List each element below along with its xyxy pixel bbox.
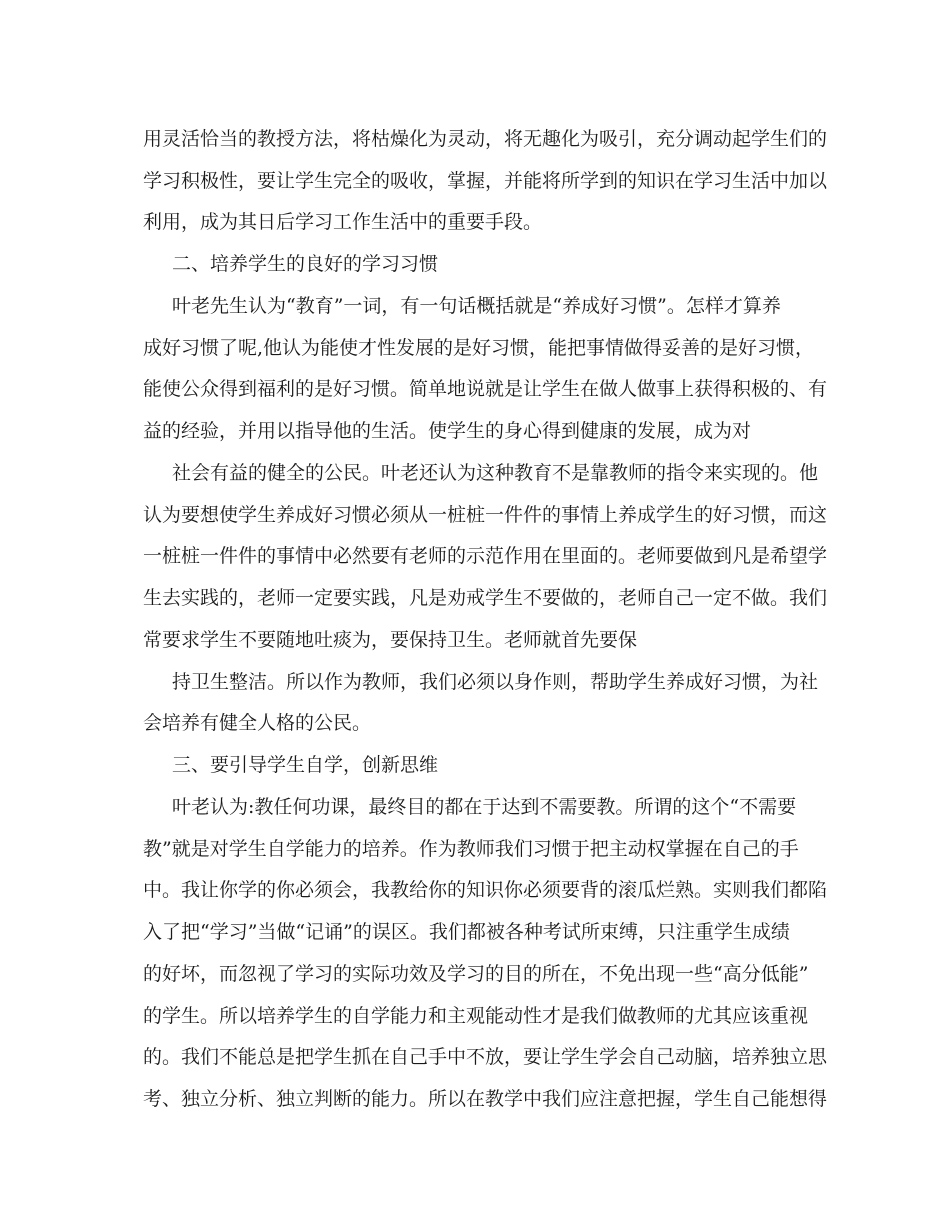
text-line-20: 入了把“学习”当做“记诵”的误区。我们都被各种考试所束缚，只注重学生成绩 [143, 921, 790, 943]
text-line-7: 能使公众得到福利的是好习惯。简单地说就是让学生在做人做事上获得积极的、有 [143, 378, 828, 400]
text-line-11: 一桩桩一件件的事情中必然要有老师的示范作用在里面的。老师要做到凡是希望学 [143, 545, 828, 567]
text-line-14: 持卫生整洁。所以作为教师，我们必须以身作则，帮助学生养成好习惯，为社 [172, 671, 819, 693]
text-line-24: 考、独立分析、独立判断的能力。所以在教学中我们应注意把握，学生自己能想得 [143, 1088, 828, 1110]
text-line-9: 社会有益的健全的公民。叶老还认为这种教育不是靠教师的指令来实现的。他 [172, 462, 819, 484]
text-line-18: 教”就是对学生自学能力的培养。作为教师我们习惯于把主动权掌握在自己的手 [143, 838, 799, 860]
text-line-17: 叶老认为:教任何功课，最终目的都在于达到不需要教。所谓的这个“不需要 [172, 796, 797, 818]
text-line-22: 的学生。所以培养学生的自学能力和主观能动性才是我们做教师的尤其应该重视 [143, 1005, 809, 1027]
text-line-21: 的好坏，而忽视了学习的实际功效及学习的目的所在，不免出现一些“高分低能” [143, 963, 809, 985]
section-heading-2: 二、培养学生的良好的学习习惯 [172, 253, 439, 275]
text-line-23: 的。我们不能总是把学生抓在自己手中不放，要让学生学会自己动脑，培养独立思 [143, 1046, 828, 1068]
text-line-10: 认为要想使学生养成好习惯必须从一桩桩一件件的事情上养成学生的好习惯，而这 [143, 504, 828, 526]
text-line-8: 益的经验，并用以指导他的生活。使学生的身心得到健康的发展，成为对 [143, 420, 752, 442]
text-line-19: 中。我让你学的你必须会，我教给你的知识你必须要背的滚瓜烂熟。实则我们都陷 [143, 879, 828, 901]
text-line-6: 成好习惯了呢,他认为能使才性发展的是好习惯，能把事情做得妥善的是好习惯， [143, 337, 815, 359]
section-heading-3: 三、要引导学生自学，创新思维 [172, 754, 439, 776]
text-line-1: 用灵活恰当的教授方法，将枯燥化为灵动，将无趣化为吸引，充分调动起学生们的 [143, 128, 828, 150]
text-line-3: 利用，成为其日后学习工作生活中的重要手段。 [143, 211, 543, 233]
text-line-5: 叶老先生认为“教育”一词，有一句话概括就是“养成好习惯”。怎样才算养 [172, 295, 781, 317]
text-line-15: 会培养有健全人格的公民。 [143, 712, 372, 734]
text-line-12: 生去实践的，老师一定要实践，凡是劝戒学生不要做的，老师自己一定不做。我们 [143, 587, 828, 609]
text-line-13: 常要求学生不要随地吐痰为，要保持卫生。老师就首先要保 [143, 629, 638, 651]
text-line-2: 学习积极性，要让学生完全的吸收，掌握，并能将所学到的知识在学习生活中加以 [143, 170, 828, 192]
